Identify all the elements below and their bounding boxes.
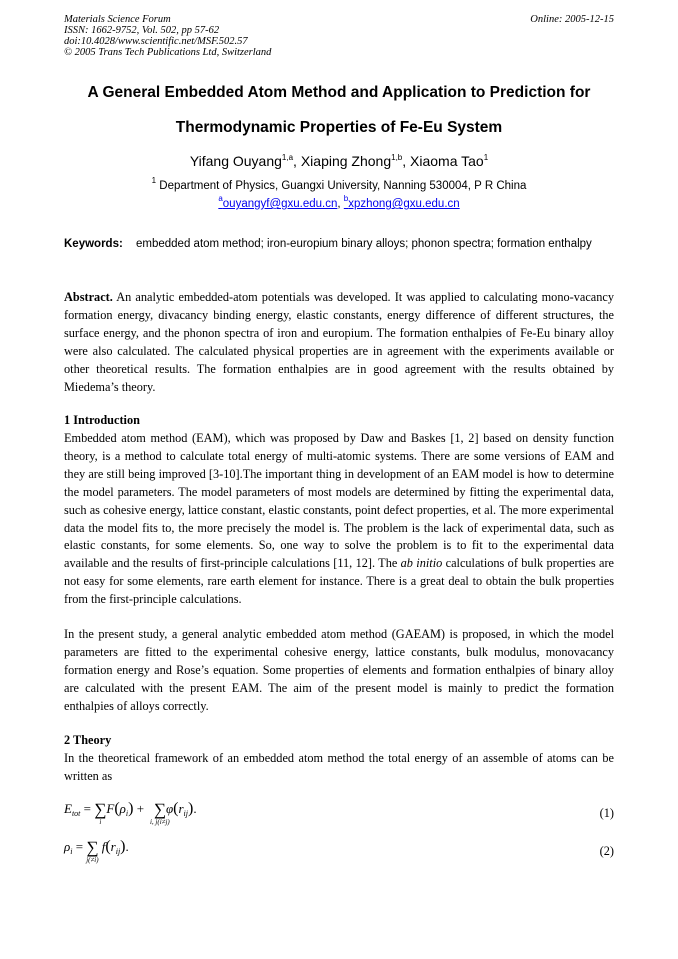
author-name: Xiaping Zhong (300, 153, 392, 169)
email-list (0, 194, 678, 210)
abstract (64, 289, 614, 396)
paper-title-line-2: Thermodynamic Properties of Fe-Eu System (175, 119, 503, 136)
author-affil-sup: 1,b (391, 153, 403, 162)
summation-symbol: ∑ i (94, 800, 107, 826)
affiliation-text: Department of Physics, Guangxi University, Nanning 530004, P R China (156, 180, 527, 192)
keywords (64, 236, 614, 253)
abstract-text: An analytic embedded-atom potentials was developed. It was applied to calculating mono-vacancy formation energy, divacancy binding energy, elastic constants, energy difference of different structures, the surface energy, and the phonon spectra of iron and europium. The formation enthalpies of Fe-Eu binary alloy were also calculated. The calculated physical properties are in agreement with the experiments available or other theoretical results. The formation enthalpies are in good agreement with the results obtained by Miedema’s theory. (64, 290, 614, 394)
abstract-label: Abstract. (64, 290, 113, 304)
intro-paragraph-2: In the present study, a general analytic embedded atom method (GAEAM) is proposed, in which the model parameters are fitted to the experimental cohesive energy, lattice constants, bulk modulus, monovacancy formation energy and Rose’s equation. Some properties of elements and formation enthalpies of binary alloy are calculated with the present EAM. The aim of the present model is mainly to predict the formation enthalpies of alloys correctly. (64, 627, 614, 713)
keywords-label: Keywords: (64, 238, 123, 250)
section-heading-theory: 2 Theory (64, 733, 112, 747)
author-name: Xiaoma Tao (410, 153, 484, 169)
online-date: Online: 2005-12-15 (530, 14, 614, 25)
author-affil-sup: 1 (483, 153, 489, 162)
summation-symbol: ∑ j(≠i) (86, 838, 99, 864)
equation-number-2: (2) (599, 844, 614, 858)
journal-header (64, 14, 271, 58)
author-name: Yifang Ouyang (189, 153, 282, 169)
paper-title-line-1: A General Embedded Atom Method and Application to Prediction for (87, 84, 591, 101)
equation-1-body: $E_{tot}$ = ∑ i $F(\rho_i)$ + ∑ i, j(i≠j) $\varphi(r_{ij})$. (64, 800, 197, 826)
doi-line: doi:10.4028/www.scientific.net/MSF.502.57 (64, 36, 248, 47)
theory-paragraph-1: In the theoretical framework of an embedded atom method the total energy of an assemble of atoms can be written as (64, 751, 614, 783)
email-separator: , (337, 198, 344, 210)
italic-ab-initio: ab initio (400, 556, 443, 571)
affiliation (0, 176, 678, 192)
author-separator: , (402, 153, 411, 169)
email-link-zhong[interactable]: $^b$xpzhong@gxu.edu.cn (343, 194, 460, 210)
equation-1 (64, 800, 614, 830)
keywords-text: embedded atom method; iron-europium binary alloys; phonon spectra; formation enthalpy (136, 238, 592, 250)
summation-symbol: ∑ i, j(i≠j) (149, 800, 170, 826)
journal-name: Materials Science Forum (64, 14, 171, 25)
email-link-ouyang[interactable]: $^a$ouyangyf@gxu.edu.cn (218, 194, 338, 210)
author-separator: , (293, 153, 301, 169)
author-affil-sup: 1,a (281, 153, 294, 162)
equation-2 (64, 838, 614, 868)
affiliation-sup: 1 (151, 176, 157, 185)
author-list (0, 153, 678, 169)
equation-2-body: $\rho_i$ = ∑ j(≠i) $f(r_{ij})$. (64, 838, 129, 864)
section-heading-introduction: 1 Introduction (64, 413, 140, 427)
issn-line: ISSN: 1662-9752, Vol. 502, pp 57-62 (64, 25, 220, 36)
intro-paragraph-1: Embedded atom method (EAM), which was proposed by Daw and Baskes [1, 2] based on density function theory, is a method to calculate total energy of multi-atomic systems. There are some versions of EAM and they are still being improved [3-10].The important thing in development of an EAM model is how to determine the model parameters. The model parameters of most models are determined by fitting the experimental data, such as cohesive energy, lattice constant, elastic constants, point defect properties, et al. The more experimental data the model fits to, the more precisely the model is. The problem is the lack of experimental data, such as elastic constants, for some elements. So, one way to solve the problem is to fit to the experimental data available and the results of first-principle calculations [11, 12]. The ab initio calculations of bulk properties are not easy for some elements, rare earth element for instance. There is a great deal to obtain the bulk properties from the first-principle calculations. (64, 431, 614, 607)
equation-number-1: (1) (599, 806, 614, 820)
copyright-line: © 2005 Trans Tech Publications Ltd, Switzerland (64, 47, 272, 58)
